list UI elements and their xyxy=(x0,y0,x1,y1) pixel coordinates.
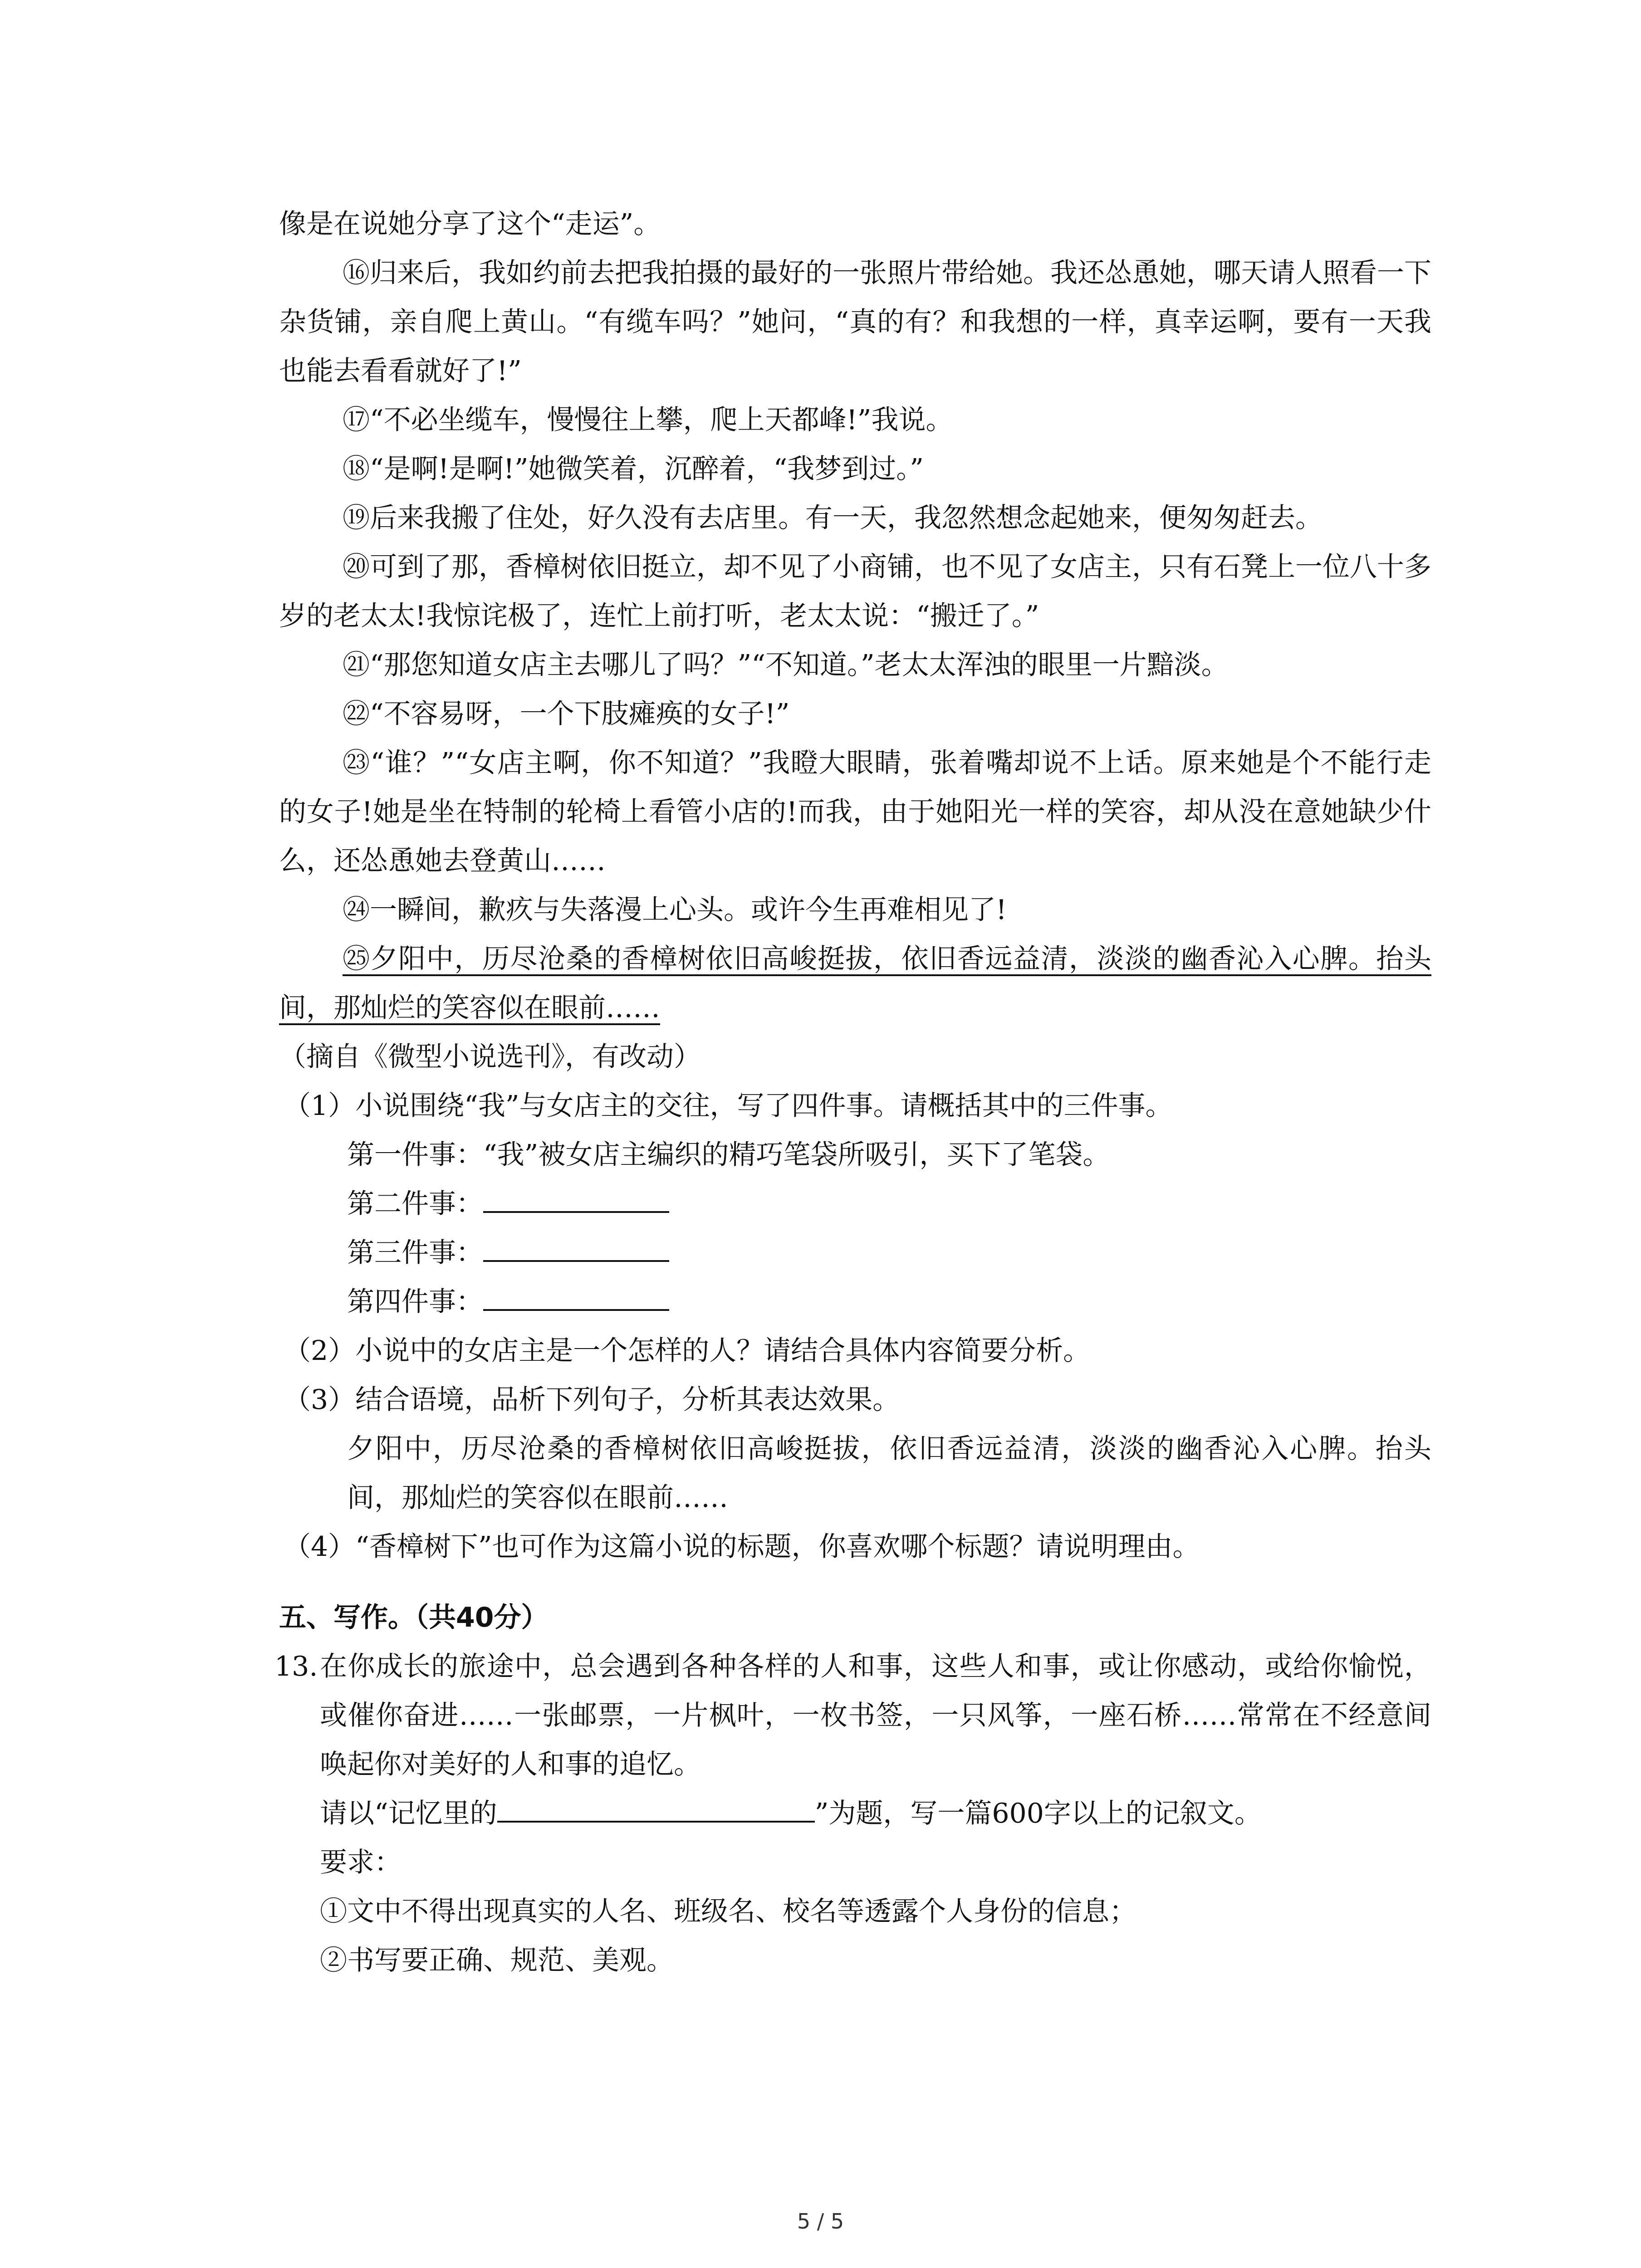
answer-blank-event-2[interactable] xyxy=(483,1182,669,1213)
event-3-label: 第三件事： xyxy=(347,1237,483,1269)
underlined-sentence: ㉕夕阳中，历尽沧桑的香樟树依旧高峻挺拔，依旧香远益清，淡淡的幽香沁入心脾。抬头间，那灿烂的笑容似在眼前…… xyxy=(279,943,1431,1024)
requirement-2: ②书写要正确、规范、美观。 xyxy=(320,1945,674,1976)
requirements-label: 要求： xyxy=(320,1847,402,1878)
event-2-label: 第二件事： xyxy=(347,1188,483,1220)
passage-paragraph-17: ⑰“不必坐缆车，慢慢往上攀，爬上天都峰!”我说。 xyxy=(343,404,953,436)
passage-paragraph-20: ⑳可到了那，香樟树依旧挺立，却不见了小商铺，也不见了女店主，只有石凳上一位八十多岁的老太太!我惊诧极了，连忙上前打听，老太太说：“搬迁了。” xyxy=(279,551,1431,632)
question-1-event-1: 第一件事：“我”被女店主编织的精巧笔袋所吸引，买下了笔袋。 xyxy=(347,1139,1110,1171)
question-3-quote: 夕阳中，历尽沧桑的香樟树依旧高峻挺拔，依旧香远益清，淡淡的幽香沁入心脾。抬头间，那灿烂的笑容似在眼前…… xyxy=(347,1433,1431,1514)
writing-title-instruction xyxy=(279,1789,1431,1838)
requirement-1: ①文中不得出现真实的人名、班级名、校名等透露个人身份的信息； xyxy=(320,1896,1136,1927)
page-content xyxy=(274,200,1431,1985)
title-prefix: 请以“记忆里的 xyxy=(320,1798,497,1829)
page-number: 5 / 5 xyxy=(797,2209,844,2234)
passage-paragraph-19: ⑲后来我搬了住处，好久没有去店里。有一天，我忽然想念起她来，便匆匆赶去。 xyxy=(343,502,1323,534)
passage-paragraph-24: ㉔一瞬间，歉疚与失落漫上心头。或许今生再难相见了! xyxy=(343,894,1007,926)
writing-prompt xyxy=(274,1642,1431,1789)
title-suffix: ”为题，写一篇600字以上的记叙文。 xyxy=(814,1798,1262,1829)
passage-source: （摘自《微型小说选刊》，有改动） xyxy=(279,1041,701,1073)
question-1: （1）小说围绕“我”与女店主的交往，写了四件事。请概括其中的三件事。 xyxy=(284,1090,1173,1122)
passage-paragraph-16: ⑯归来后，我如约前去把我拍摄的最好的一张照片带给她。我还怂恿她，哪天请人照看一下杂货铺，亲自爬上黄山。“有缆车吗？”她问，“真的有？和我想的一样，真幸运啊，要有一天我也能去看看就好了!” xyxy=(279,257,1431,387)
question-number: 13. xyxy=(274,1651,318,1682)
answer-blank-event-4[interactable] xyxy=(483,1280,669,1311)
question-2: （2）小说中的女店主是一个怎样的人？请结合具体内容简要分析。 xyxy=(284,1335,1091,1367)
question-3: （3）结合语境，品析下列句子，分析其表达效果。 xyxy=(284,1384,900,1416)
question-4: （4）“香樟树下”也可作为这篇小说的标题，你喜欢哪个标题？请说明理由。 xyxy=(284,1531,1200,1563)
title-blank[interactable] xyxy=(497,1792,815,1823)
question-1-event-2 xyxy=(279,1179,1431,1228)
passage-paragraph-23: ㉓“谁？”“女店主啊，你不知道？”我瞪大眼睛，张着嘴却说不上话。原来她是个不能行走的女子!她是坐在特制的轮椅上看管小店的!而我，由于她阳光一样的笑容，却从没在意她缺少什么，还怂恿她去登黄山…… xyxy=(279,747,1431,877)
question-1-event-3 xyxy=(279,1228,1431,1277)
question-1-event-4 xyxy=(279,1277,1431,1326)
passage-paragraph-18: ⑱“是啊!是啊!”她微笑着，沉醉着，“我梦到过。” xyxy=(343,453,924,485)
writing-section-title: 五、写作。（共40分） xyxy=(279,1602,549,1633)
answer-blank-event-3[interactable] xyxy=(483,1231,669,1262)
event-4-label: 第四件事： xyxy=(347,1286,483,1318)
passage-paragraph-21: ㉑“那您知道女店主去哪儿了吗？”“不知道。”老太太浑浊的眼里一片黯淡。 xyxy=(343,649,1229,681)
passage-paragraph-22: ㉒“不容易呀，一个下肢瘫痪的女子!” xyxy=(343,698,790,730)
writing-prompt-text: 在你成长的旅途中，总会遇到各种各样的人和事，这些人和事，或让你感动，或给你愉悦，或催你奋进……一张邮票，一片枫叶，一枚书签，一只风筝，一座石桥……常常在不经意间唤起你对美好的人和事的追忆。 xyxy=(320,1651,1431,1780)
passage-paragraph-25 xyxy=(279,934,1431,1032)
passage-paragraph-continued: 像是在说她分享了这个“走运”。 xyxy=(279,208,661,240)
